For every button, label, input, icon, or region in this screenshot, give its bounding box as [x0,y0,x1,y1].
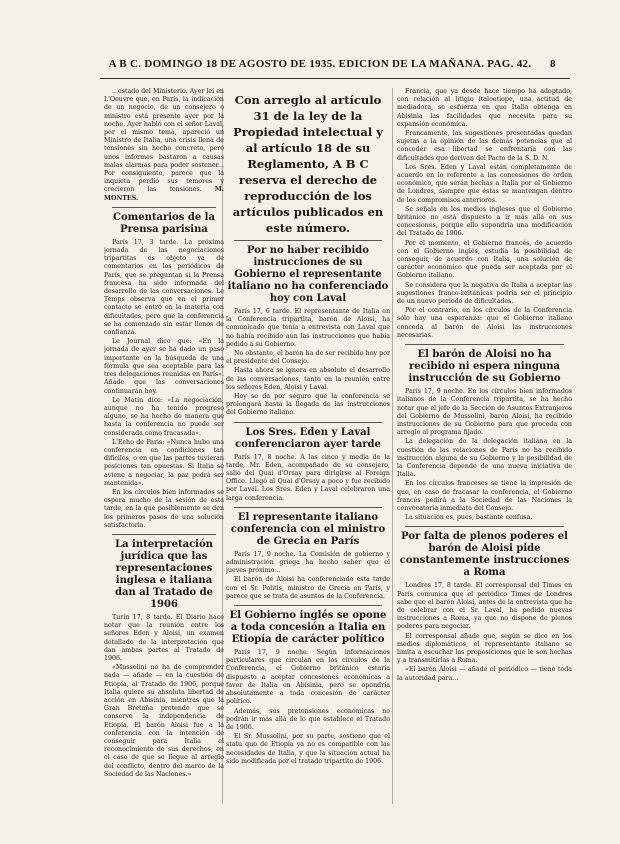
divider [112,534,216,535]
headline-gobierno-ingles: El Gobierno inglés se opone a toda concesión a Italia en Etiopía de carácter político [229,610,387,646]
legal-notice: Con arreglo al artículo 31 de la ley de la Propiedad intelectual y al artículo 18 de su Reglamento, A B C reserva el derecho de reproducción de los artículos publicados en este número. [232,93,384,235]
divider [112,207,216,208]
article-text: Hasta ahora se ignora en absoluto el desarrollo de las conversaciones, tanto en la reunión entre los señores Eden, Aloisi y Laval. [226,367,390,391]
headline-no-instrucciones: Por no haber recibido instrucciones de su Gobierno el representante italiano no ha conferenciado hoy con Laval [227,245,389,304]
article-text: Francamente, las sugestiones presentadas quedan sujetas a la opinión de las demás potencias que al conceder esa libertad se enfrentaría con las dificultades que derivan del Pacto de la S. D. N. [397,130,572,162]
article-text: Hoy se da por seguro que la conferencia se prolongará hasta la llegada de las instrucciones del Gobierno italiano. [226,393,390,417]
article-text: En los círculos franceses se tiene la impresión de que, en caso de fracasar la conferencia, el Gobierno francés pedirá a la Sociedad de las Naciones la convocatoria inmediata del Consejo. [397,480,572,512]
article-text: Londres 17, 8 tarde. El corresponsal del Times en París comunica que el periódico Times de Londres sabe que el barón Aloisi, antes de la entrevista que ha de celebrar con el Sr. Laval, ha pedido nuevas instrucciones a Roma, ya que no dispone de plenos poderes para negociar. [397,582,572,631]
signature: M. MONTES. [104,186,224,202]
article-text: La situación es, pues, bastante confusa. [405,514,533,522]
article-text: El barón de Aloisi ha conferenciado esta tarde con el Sr. Politis, ministro de Grecia en París, y parece que se trata de asuntos de la Conferencia. [226,576,390,600]
article-text: En los círculos bien informados se espera mucho de la sesión de esta tarde, en la que posiblemente se den los primeros pasos de una solución satisfactoria. [104,488,224,529]
page-mark: 8 [550,58,556,70]
column-right [397,88,572,814]
article-text: L'Echo de Paris: «Nunca hubo una conferencia en condiciones tan difíciles, o en que las partes tuvieran posiciones tan opuestas. Si Italia se aviene a negociar, la paz podrá ser mantenida». [104,438,224,487]
article-text: París 17, 9 noche. En los círculos bien informados italianos de la Conferencia tripartita, se ha hecho notar que el jefe de la Sección de Asuntos Extranjeros del Gobierno de Mussolini, barón Aloisi, ha recibido instrucciones de su Gobierno para que proceda con arreglo al programa fijado. [397,388,572,437]
divider [405,526,564,527]
article-text: París 17, 9 noche. Según informaciones particulares que circulan en los círculos de la Conferencia, el Gobierno británico estaría dispuesto a aceptar concesiones económicas a favor de Italia en Abisinia, pero se opondría absolutamente a toda concesión de carácter político. [226,649,390,706]
article-text: Se señala en los medios ingleses que el Gobierno británico no está dispuesto a ir más allá en sus concesiones, porque ello supondría una modificación del Tratado de 1906. [397,205,572,238]
article-text: París 17, 8 noche. A las cinco y media de la tarde, Mr. Eden, acompañado de su consejero, salió del Quai d'Orsay para dirigirse al Foreign Office. Llegó al Quai d'Orsay a poco y fue recibido por Laval. Los Sres. Eden y Laval celebraron una larga conferencia. [226,453,390,502]
article-text: Francia, que ya desde hace tiempo ha adoptado, con relación al litigio italoetíope, una actitud de mediadora, se esfuerza en que Italia obtenga en Abisinia las facilidades que necesita para su expansión económica. [397,88,572,128]
article-text: París 17, 3 tarde. La próxima jornada de las negociaciones tripartitas es objeto ya de comentarios en los periódicos de París, que se preguntan si la Prensa francesa ha sido informada del desarrollo de las conversaciones. Le Temps observa que en el primer contacto se entró en la materia con dificultades, pero que la conferencia se ha comenzado sin estar llenos de confianza. [104,238,224,337]
article-text: «El barón Aloisi — añade el periódico — tiene toda la autoridad para... [397,666,572,682]
article-text: Los Sres. Eden y Laval están completamente de acuerdo en lo referente a las concesiones de orden económico, que serán hechas a Italia por el Gobierno de Londres, siempre que éstas se mantengan dentro de los compromisos anteriores. [397,163,572,204]
divider [234,240,382,241]
column-left [104,88,224,814]
article-text: Le Journal dice que: «En la jornada de ayer se ha dado un paso importante en la búsqueda de una fórmula que sea aceptable para las tres delegaciones reunidas en París». Añade que las conversaciones continuarán hoy. [104,338,224,395]
divider [234,507,382,508]
article-text: El Sr. Mussolini, por su parte, sostiene que el statu quo de Etiopía ya no es compatible con las necesidades de Italia, y que la situación actual ha sido modificada por el tratado tripartito de 1906. [226,733,390,765]
article-text: París 17, 9 noche. La Comisión de gobierno y administración griega ha hecho saber que el jueves próximo... [226,550,390,575]
headline-plenos-poderes: Por falta de plenos poderes el barón de Aloisi pide constantemente instrucciones a Roma [399,531,570,579]
article-text: Por el momento, el Gobierno francés, de acuerdo con el Gobierno inglés, estudia la posibilidad de conseguir, de acuerdo con Italia, una solución de carácter económico que pueda ser aceptada por el Gobierno italiano. [397,239,572,280]
article-text: Turín 17, 8 tarde. El Diario hace notar que la reunión entre los señores Eden y Aloisi, un examen detallado de la interpretación que dan ambas partes al Tratado de 1906. [104,613,224,662]
article-text: Por el contrario, en los círculos de la Conferencia sólo hay una esperanza: que el Gobierno italiano conceda al barón de Aloisi las instrucciones necesarias. [397,307,572,339]
headline-comentarios: Comentarios de la Prensa parisina [113,211,215,235]
article-text: París 17, 6 tarde. El representante de Italia en la Conferencia tripartita, barón de Aloisi, ha comunicado que tenía a entrevista con Laval que no había recibido aún las instrucciones que había pedido a su Gobierno. [226,308,390,348]
article-text: Le Matin dice: «La negociación, aunque no ha tenido progreso alguno, se ha hecho de manera que hasta la conferencia no puede ser considerada como fracasada». [104,396,224,437]
headline-interpretacion: La interpretación jurídica que las representaciones inglesa e italiana dan al Tratado de 1906 [114,538,214,610]
header-rule [100,78,570,79]
article-text: La delegación de la delegación italiana en la cuestión de las relaciones de París no ha recibido instrucción alguna de su Gobierno y la posibilidad de la Conferencia depende de una nueva iniciativa de Italia. [397,438,572,479]
divider [405,344,564,345]
divider [234,605,382,606]
headline-grecia: El representante italiano conferencia con el ministro de Grecia en París [230,511,386,547]
column-middle [226,88,390,814]
article-text: Además, sus pretensiones económicas no podrán ir más allá de lo que establece el Tratado de 1906. [226,707,390,731]
article-text: No obstante, el barón ha de ser recibido hoy por el presidente del Consejo. [226,350,390,366]
article-text: «Mussolini no ha de comprender nada — añade — en la cuestión de Etiopía, al Tratado de 1906, porque Italia quiere su absoluta libertad de acción en Abisinia, mientras que la Gran Bretaña pretende que se conserve la independencia de Etiopía. El barón Aloisi fue a la conferencia con la intención de conseguir para Italia el reconocimiento de sus derechos, en el caso de que se llegue al arreglo del conflicto, dentro del marco de la Sociedad de las Naciones.» [104,664,224,778]
headline-aloisi-no-recibido: El barón de Aloisi no ha recibido ni espera ninguna instrucción de su Gobierno [408,349,561,385]
divider [234,422,382,423]
masthead: A B C. DOMINGO 18 DE AGOSTO DE 1935. EDICION DE LA MAÑANA. PAG. 42. [108,58,532,70]
article-text: Se considera que la negativa de Italia a aceptar las sugestiones franco-británicas podría ser el principio de un nuevo período de dificultades. [397,281,572,306]
headline-eden-laval: Los Sres. Eden y Laval conferenciaron ayer tarde [235,426,381,450]
article-text: ...estado del Ministerio. Ayer leí en L'Oeuvre que, en París, la indicación de un negocio, de un consejero o ministro está presente ayer por la noche. Ayer habló con el señor Laval, por el mismo tema, apareció un Ministro de Italia, una crisis llena de tensiones sin hecho concreto, pero unos informes bastaron a causas malas alarmas para poder sostener... Por consiguiente, parece que la inquieta perdió sus temores y crecieron las tensiones. M. MONTES. [104,88,224,202]
article-text: El corresponsal añade que, según se dice en los medios diplomáticos, el representante italiano se limita a escuchar las proposiciones que le son hechas y a transmitirlas a Roma. [397,632,572,665]
column-separator [392,88,393,804]
